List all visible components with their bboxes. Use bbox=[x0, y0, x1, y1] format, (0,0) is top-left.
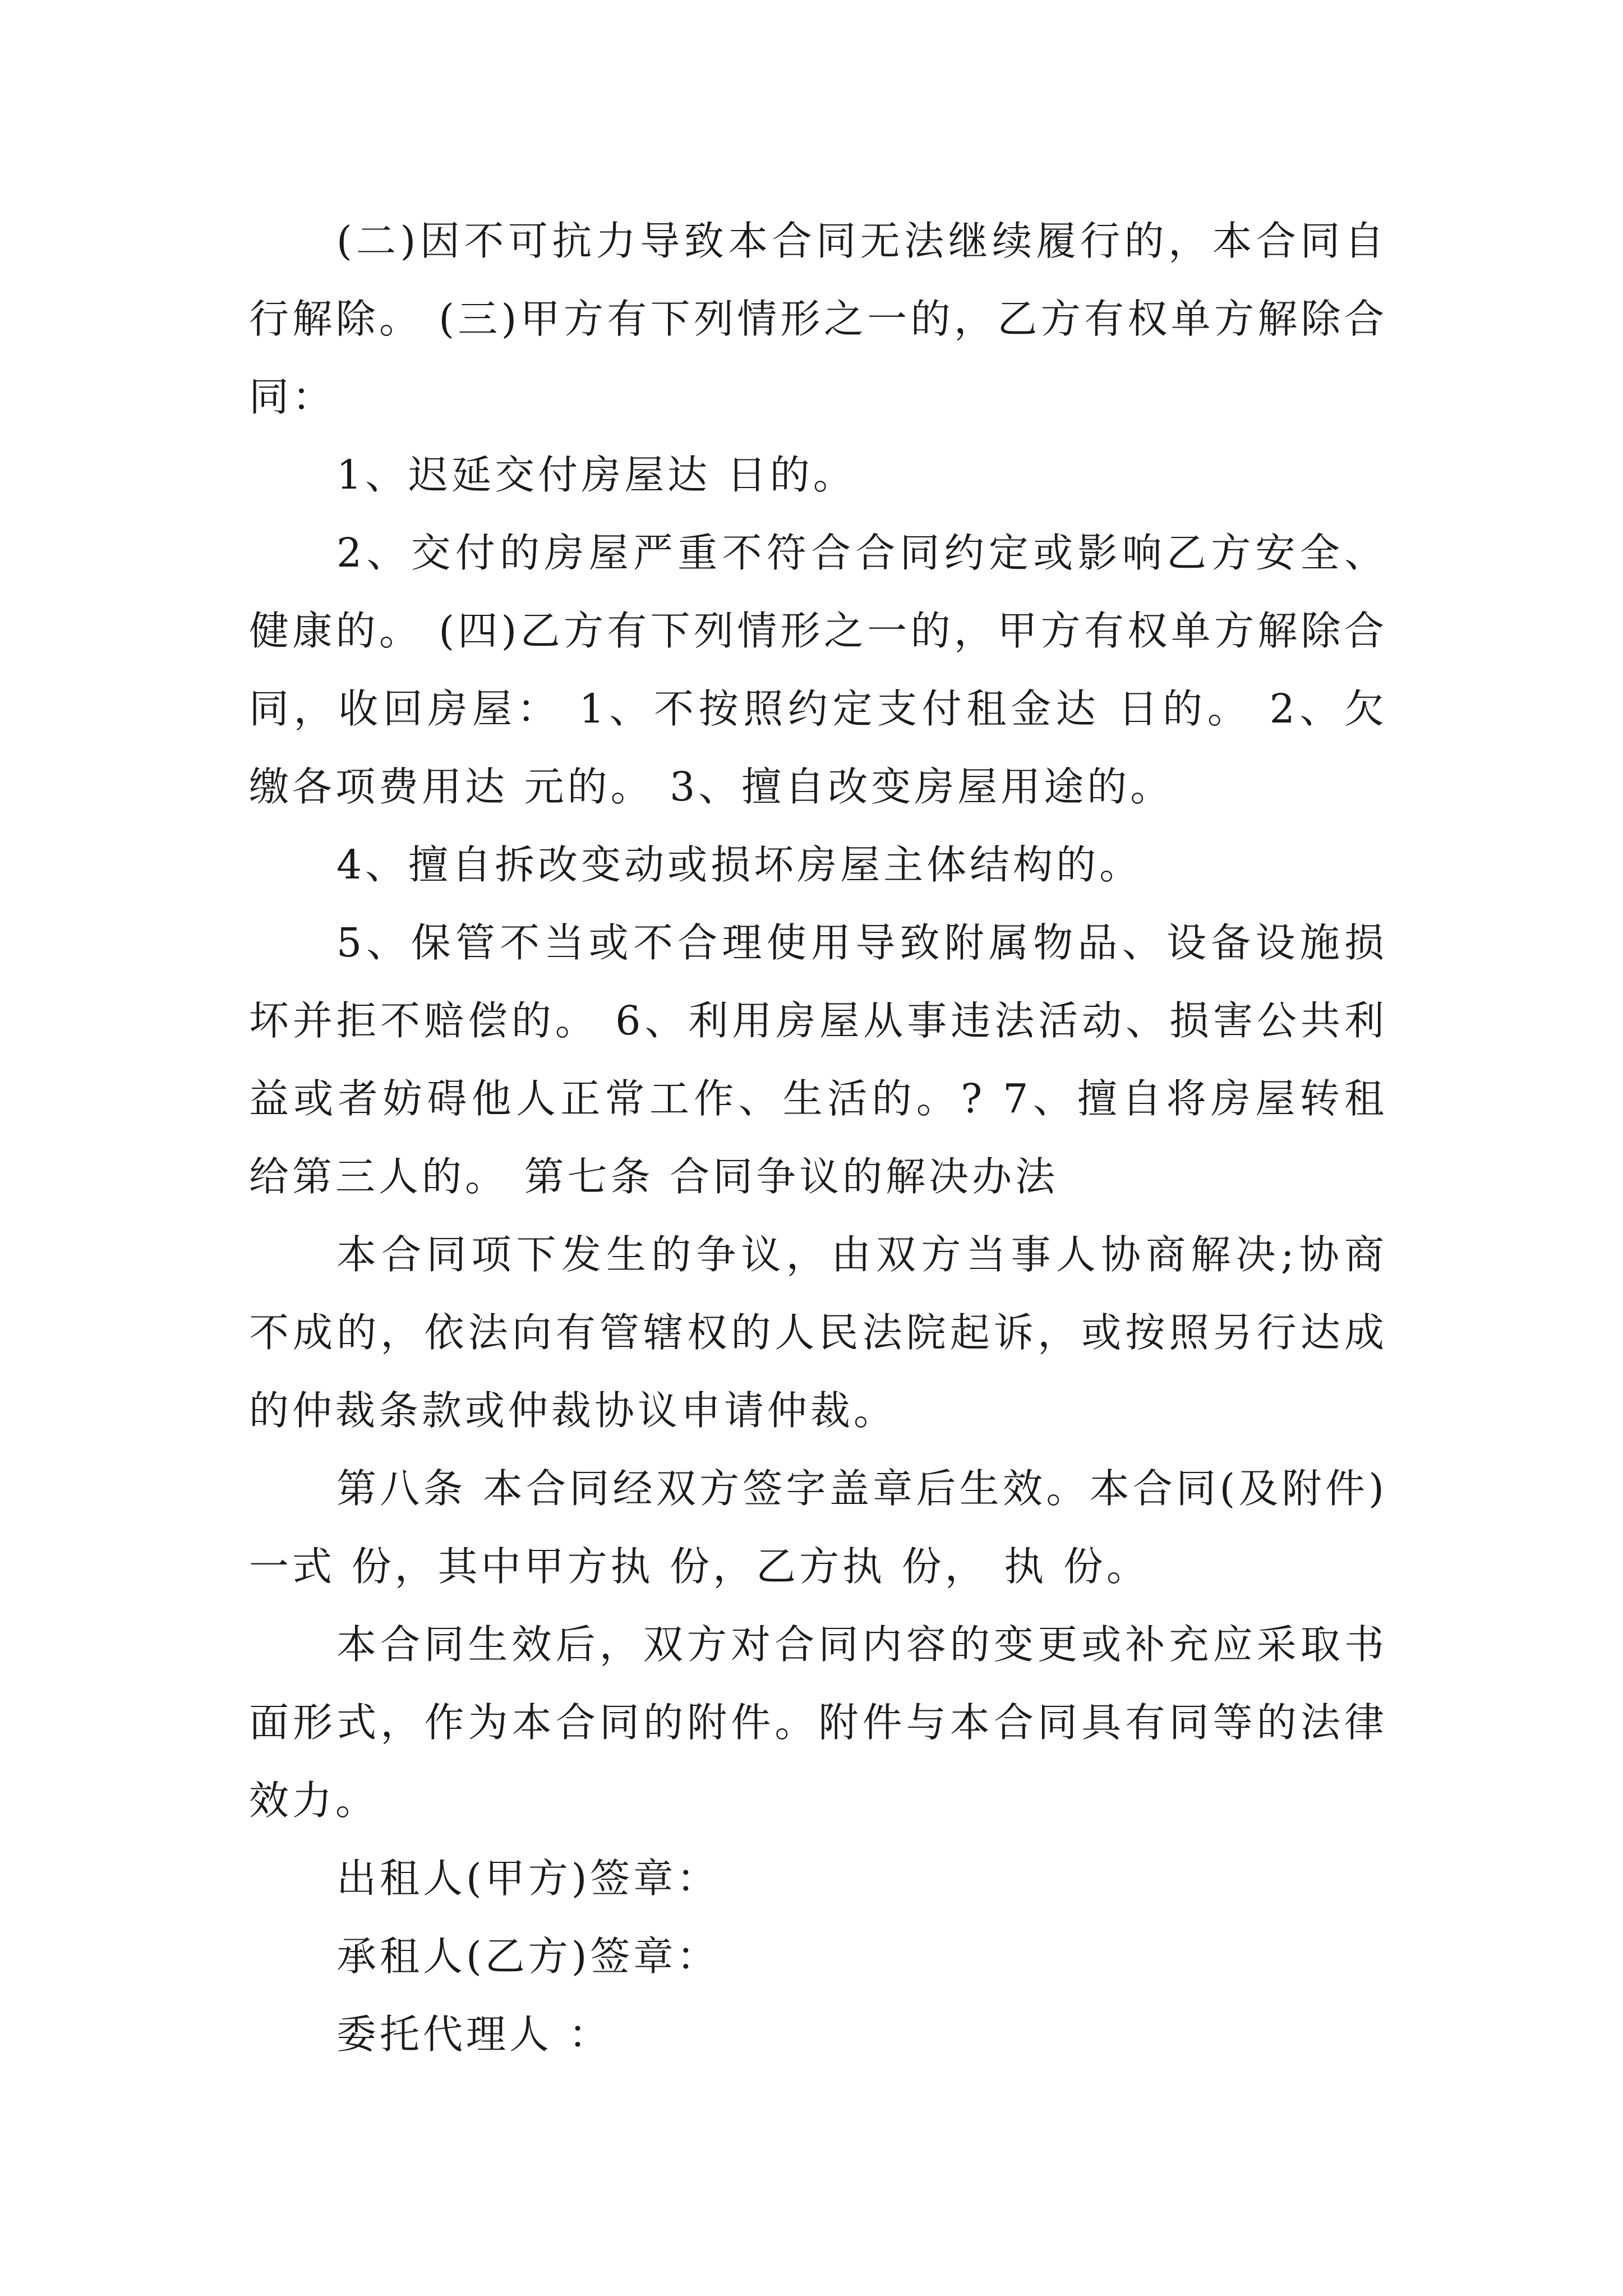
document-body bbox=[249, 202, 1387, 2073]
signature-lessee: 承租人(乙方)签章： bbox=[336, 1933, 720, 1980]
paragraph-article-8: 第八条 本合同经双方签字盖章后生效。本合同(及附件)一式 份，其中甲方执 份，乙方执 份， 执 份。 bbox=[249, 1465, 1387, 1590]
paragraph-dispute-resolution: 本合同项下发生的争议，由双方当事人协商解决;协商不成的，依法向有管辖权的人民法院起诉，或按照另行达成的仲裁条款或仲裁协议申请仲裁。 bbox=[249, 1231, 1387, 1434]
paragraph-clause-delay: 1、迟延交付房屋达 日的。 bbox=[336, 452, 856, 498]
signature-agent: 委托代理人 ： bbox=[336, 2011, 612, 2058]
paragraph-clause-damage-article-7: 5、保管不当或不合理使用导致附属物品、设备设施损坏并拒不赔偿的。 6、利用房屋从事违法活动、损害公共利益或者妨碍他人正常工作、生活的。? 7、擅自将房屋转租给第三人的。 第七条 合同争议的解决办法 bbox=[249, 919, 1387, 1200]
paragraph-clause-lessee-breach: 2、交付的房屋严重不符合合同约定或影响乙方安全、健康的。 (四)乙方有下列情形之一的，甲方有权单方解除合同，收回房屋： 1、不按照约定支付租金达 日的。 2、欠缴各项费用达 元的。 3、擅自改变房屋用途的。 bbox=[249, 530, 1387, 810]
paragraph-clause-structure: 4、擅自拆改变动或损坏房屋主体结构的。 bbox=[336, 841, 1143, 888]
signature-lessor: 出租人(甲方)签章： bbox=[336, 1855, 720, 1902]
paragraph-amendments: 本合同生效后，双方对合同内容的变更或补充应采取书面形式，作为本合同的附件。附件与本合同具有同等的法律效力。 bbox=[249, 1621, 1387, 1824]
paragraph-termination-force-majeure: (二)因不可抗力导致本合同无法继续履行的，本合同自行解除。 (三)甲方有下列情形之一的，乙方有权单方解除合同： bbox=[249, 218, 1387, 420]
